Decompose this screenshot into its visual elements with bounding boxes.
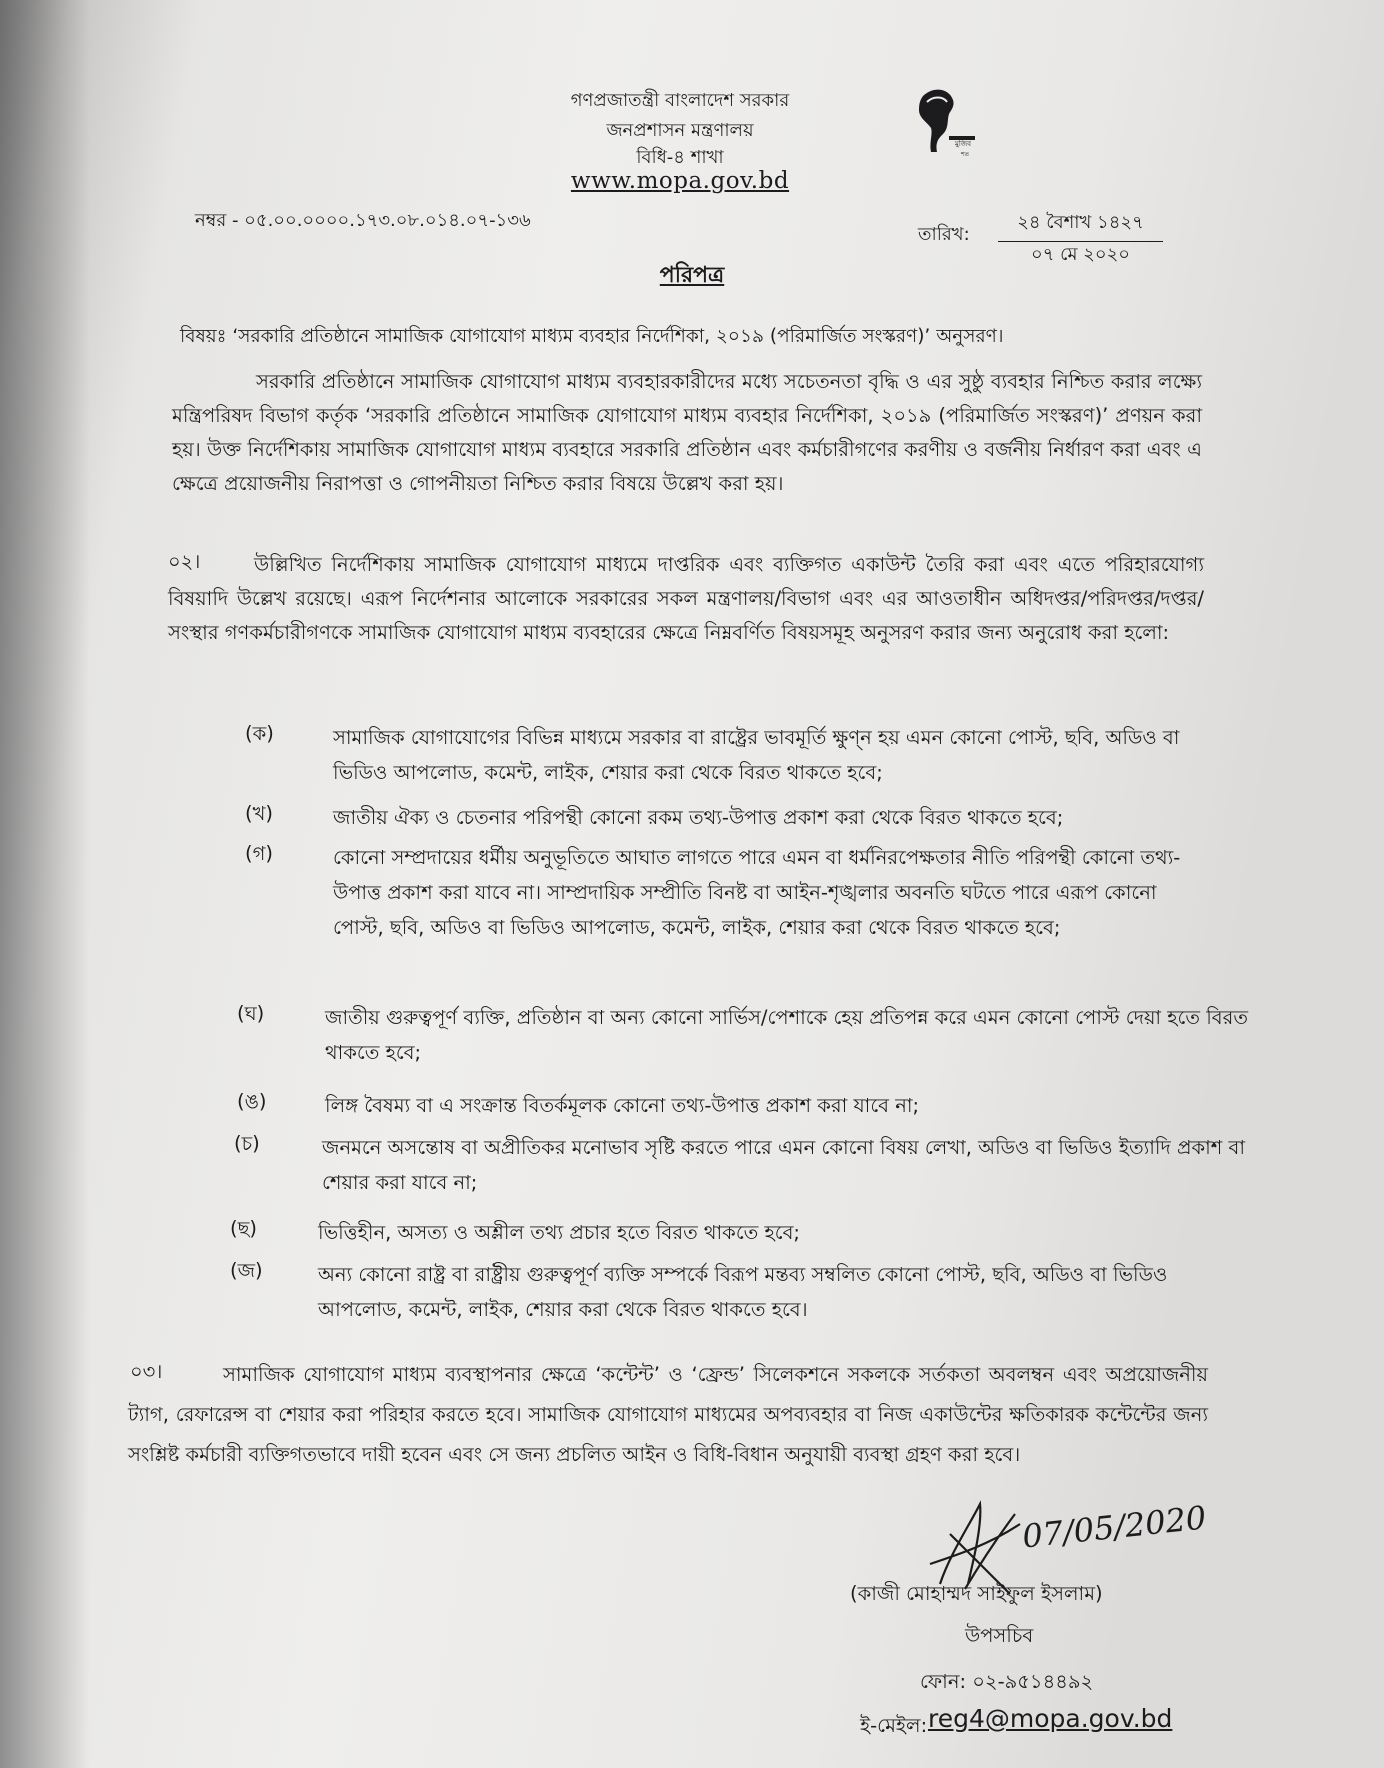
item-label-ca: (চ) <box>234 1132 260 1155</box>
signatory-email[interactable]: reg4@mopa.gov.bd <box>928 1704 1173 1733</box>
item-label-ja: (জ) <box>230 1259 263 1282</box>
paragraph-3: সামাজিক যোগাযোগ মাধ্যম ব্যবস্থাপনার ক্ষেত্রে ‘কন্টেন্ট’ ও ‘ফ্রেন্ড’ সিলেকশনে সকলকে সর্তকতা অবলম্বন এবং অপ্রয়োজনীয় ট্যাগ, রেফারেন্স বা শেয়ার করা পরিহার করতে হবে। সামাজিক যোগাযোগ মাধ্যমের অপব্যবহার বা নিজ একাউন্টের ক্ষতিকারক কন্টেন্টের জন্য সংশ্লিষ্ট কর্মচারী ব্যক্তিগতভাবে দায়ী হবেন এবং সে জন্য প্রচলিত আইন ও বিধি-বিধান অনুযায়ী ব্যবস্থা গ্রহণ করা হবে। <box>128 1363 1208 1466</box>
item-label-cha: (ছ) <box>230 1217 258 1240</box>
date-english: ০৭ মে ২০২০ <box>1031 244 1130 265</box>
circular-title: পরিপত্র <box>659 263 725 288</box>
item-text-nga: লিঙ্গ বৈষম্য বা এ সংক্রান্ত বিতর্কমূলক কোনো তথ্য-উপাত্ত প্রকাশ করা যাবে না; <box>325 1094 920 1117</box>
govt-name: গণপ্রজাতন্ত্রী বাংলাদেশ সরকার <box>570 90 790 111</box>
item-text-gha: জাতীয় গুরুত্বপূর্ণ ব্যক্তি, প্রতিষ্ঠান বা অন্য কোনো সার্ভিস/পেশাকে হেয় প্রতিপন্ন করে এমন কোনো পোস্ট দেয়া হতে বিরত থাকতে হবে; <box>325 1006 1248 1064</box>
item-label-gha: (ঘ) <box>237 1002 265 1025</box>
date-bangla: ২৪ বৈশাখ ১৪২৭ <box>998 208 1163 242</box>
item-label-nga: (ঙ) <box>237 1090 267 1113</box>
website-link[interactable]: www.mopa.gov.bd <box>570 168 790 194</box>
item-text-ja: অন্য কোনো রাষ্ট্র বা রাষ্ট্রীয় গুরুত্বপূর্ণ ব্যক্তি সম্পর্কে বিরূপ মন্তব্য সম্বলিত কোনো পোস্ট, ছবি, অডিও বা ভিডিও আপলোড, কমেন্ট, লাইক, শেয়ার করা থেকে বিরত থাকতে হবে। <box>318 1263 1168 1321</box>
item-text-ga: কোনো সম্প্রদায়ের ধর্মীয় অনুভূতিতে আঘাত লাগতে পারে এমন বা ধর্মনিরপেক্ষতার নীতি পরিপন্থী কোনো তথ্য-উপাত্ত প্রকাশ করা যাবে না। সাম্প্রদায়িক সম্প্রীতি বিনষ্ট বা আইন-শৃঙ্খলার অবনতি ঘটতে পারে এরূপ কোনো পোস্ট, ছবি, অডিও বা ভিডিও আপলোড, কমেন্ট, লাইক, শেয়ার করা থেকে বিরত থাকতে হবে; <box>333 846 1181 939</box>
paragraph-3-number: ০৩। <box>130 1360 163 1383</box>
ministry-name: জনপ্রশাসন মন্ত্রণালয় <box>606 120 754 141</box>
signatory-designation: উপসচিব <box>965 1624 1034 1647</box>
logo-lettering-2: শত <box>961 151 970 158</box>
date-label: তারিখ: <box>918 224 970 245</box>
section-name: বিধি-৪ শাখা <box>636 147 724 168</box>
paragraph-2-number: ০২। <box>168 550 201 573</box>
paragraph-2: উল্লিখিত নির্দেশিকায় সামাজিক যোগাযোগ মাধ্যমে দাপ্তরিক এবং ব্যক্তিগত একাউন্ট তৈরি করা এবং এতে পরিহারযোগ্য বিষয়াদি উল্লেখ রয়েছে। এরূপ নির্দেশনার আলোকে সরকারের সকল মন্ত্রণালয়/বিভাগ এবং এর আওতাধীন অধিদপ্তর/পরিদপ্তর/দপ্তর/সংস্থার গণকর্মচারীগণকে সামাজিক যোগাযোগ মাধ্যম ব্যবহারের ক্ষেত্রে নিম্নবর্ণিত বিষয়সমূহ অনুসরণ করার জন্য অনুরোধ করা হলো: <box>168 553 1204 644</box>
email-label: ই-মেইল: <box>860 1714 928 1737</box>
item-label-kha: (খ) <box>245 802 274 825</box>
item-text-cha: ভিত্তিহীন, অসত্য ও অশ্লীল তথ্য প্রচার হতে বিরত থাকতে হবে; <box>318 1221 800 1244</box>
signatory-name: (কাজী মোহাম্মদ সাইফুল ইসলাম) <box>850 1582 1103 1605</box>
paragraph-1: সরকারি প্রতিষ্ঠানে সামাজিক যোগাযোগ মাধ্যম ব্যবহারকারীদের মধ্যে সচেতনতা বৃদ্ধি ও এর সুষ্ঠু ব্যবহার নিশ্চিত করার লক্ষ্যে মন্ত্রিপরিষদ বিভাগ কর্তৃক ‘সরকারি প্রতিষ্ঠানে সামাজিক যোগাযোগ মাধ্যম ব্যবহার নির্দেশিকা, ২০১৯ (পরিমার্জিত সংস্করণ)’ প্রণয়ন করা হয়। উক্ত নির্দেশিকায় সামাজিক যোগাযোগ মাধ্যম ব্যবহারে সরকারি প্রতিষ্ঠান এবং কর্মচারীগণের করণীয় ও বর্জনীয় নির্ধারণ করা এবং এ ক্ষেত্রে প্রয়োজনীয় নিরাপত্তা ও গোপনীয়তা নিশ্চিত করার বিষয়ে উল্লেখ করা হয়। <box>172 370 1202 495</box>
item-text-ca: জনমনে অসন্তোষ বা অপ্রীতিকর মনোভাব সৃষ্টি করতে পারে এমন কোনো বিষয় লেখা, অডিও বা ভিডিও ইত্যাদি প্রকাশ বা শেয়ার করা যাবে না; <box>322 1136 1246 1194</box>
handwritten-date: 07/05/2020 <box>1020 1498 1208 1556</box>
mujib-borsho-logo-icon <box>905 82 985 162</box>
subject-line: বিষয়ঃ ‘সরকারি প্রতিষ্ঠানে সামাজিক যোগাযোগ মাধ্যম ব্যবহার নির্দেশিকা, ২০১৯ (পরিমার্জিত সংস্করণ)’ অনুসরণ। <box>180 326 1004 347</box>
item-label-ga: (গ) <box>245 842 273 865</box>
logo-lettering: মুজিব <box>955 140 972 148</box>
item-text-ka: সামাজিক যোগাযোগের বিভিন্ন মাধ্যমে সরকার বা রাষ্ট্রের ভাবমূর্তি ক্ষুণ্ন হয় এমন কোনো পোস্ট, ছবি, অডিও বা ভিডিও আপলোড, কমেন্ট, লাইক, শেয়ার করা থেকে বিরত থাকতে হবে; <box>333 726 1180 784</box>
item-text-kha: জাতীয় ঐক্য ও চেতনার পরিপন্থী কোনো রকম তথ্য-উপাত্ত প্রকাশ করা থেকে বিরত থাকতে হবে; <box>333 806 1064 829</box>
signatory-phone: ফোন: ০২-৯৫১৪৪৯২ <box>920 1670 1094 1693</box>
memo-number: নম্বর - ০৫.০০.০০০০.১৭৩.০৮.০১৪.০৭-১৩৬ <box>195 210 531 231</box>
item-label-ka: (ক) <box>245 722 274 745</box>
